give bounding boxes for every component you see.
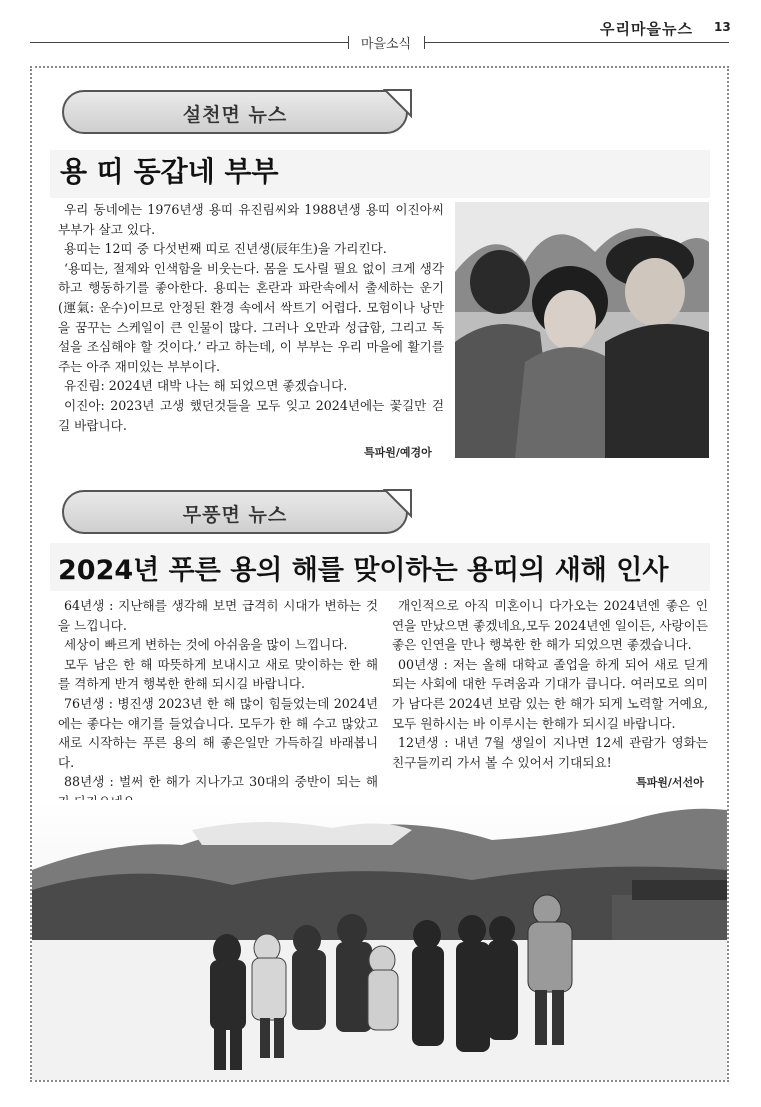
story1-paragraph: 유진림: 2024년 대박 나는 해 되었으면 좋겠습니다.: [64, 378, 348, 394]
story1-credit: 특파원/예경아: [364, 446, 432, 459]
story2-paragraph: 개인적으로 아직 미혼이니 다가오는 2024년엔 좋은 인연을 만났으면 좋겠네요,모두 2024년엔 일이든, 사랑이든 좋은 인연을 만나 행복한 한 해가 되었으면 좋겠습니다.: [392, 598, 708, 653]
tab-fold-corner-2: [383, 488, 413, 518]
group-photo: [32, 800, 727, 1080]
story1-paragraph: 우리 동네에는 1976년생 용띠 유진림씨와 1988년생 용띠 이진아씨 부부가 살고 있다.: [58, 202, 444, 237]
section-name: 마을소식: [360, 37, 412, 52]
story2-paragraph: 88년생 : 벌써 한 해가 지나가고 30대의 중반이 되는 해: [64, 774, 378, 790]
story2-paragraph: 00년생 : 저는 올해 대학교 졸업을 하게 되어 새로 딛게 되는 사회에 대한 두려움과 기대가 큽니다. 여러모로 의미가 남다른 2024년 보람 있는 한 해가 되게 노력할 거예요, 모두 원하시는 바 이루시는 한해가 되시길 바랍니다.: [392, 656, 708, 731]
section-tab-1: [62, 90, 408, 134]
story2-paragraph: 12년생 : 내년 7월 생일이 지나면 12세 관람가 영화는 친구들끼리 가서 볼 수 있어서 기대되요!: [392, 735, 708, 770]
page-number: 13: [714, 20, 731, 34]
story1-headline: 용 띠 동갑네 부부: [60, 155, 279, 188]
newsletter-brand: 우리마을뉴스: [600, 20, 693, 38]
story1-body: [58, 200, 444, 435]
couple-photo: [455, 202, 709, 458]
story2-credit: 특파원/서선아: [636, 776, 704, 789]
story2-paragraph: 세상이 빠르게 변하는 것에 아쉬움을 많이 느낍니다.: [64, 637, 348, 653]
story2-paragraph: 모두 남은 한 해 따뜻하게 보내시고 새로 맞이하는 한 해를 격하게 반겨 행복한 한해 되시길 바랍니다.: [58, 656, 378, 692]
story2-column-right: [392, 596, 708, 772]
section-tab-2: [62, 490, 408, 534]
story2-paragraph: 64년생 : 지난해를 생각해 보면 급격히 시대가 변하는 것을 느낍니다.: [58, 598, 378, 633]
section-tab-label: 무풍면 뉴스: [182, 504, 288, 526]
story1-paragraph: 이진아: 2023년 고생 했던것들을 모두 잊고 2024년에는 꽃길만 걷길 바랍니다.: [58, 397, 444, 433]
section-tab-label: 설천면 뉴스: [182, 104, 288, 126]
header-rule-right: [424, 42, 729, 43]
couple-selfie-image: [455, 202, 709, 458]
page-header: [0, 0, 761, 60]
tab-fold-corner-1: [383, 88, 413, 118]
story2-headline: 2024년 푸른 용의 해를 맞이하는 용띠의 새해 인사: [58, 555, 669, 586]
header-rule-left: [30, 42, 348, 43]
story1-paragraph: 용띠는 12띠 중 다섯번째 띠로 진년생(辰年生)을 가리킨다.: [64, 241, 387, 257]
story2-paragraph: 76년생 : 병진생 2023년 한 해 많이 힘들었는데 2024년에는 좋다는 얘기를 들었습니다. 모두가 한 해 수고 많았고 새로 시작하는 푸른 용의 해 좋은일만 가득하길 바래봅니다.: [58, 695, 378, 770]
ski-resort-group-image: [32, 800, 727, 1080]
story2-column-left: [58, 596, 378, 812]
story1-paragraph: ‘용띠는, 절제와 인색함을 비웃는다. 몸을 도사릴 필요 없이 크게 생각하고 행동하기를 좋아한다. 용띠는 혼란과 파란속에서 출세하는 운기(運氣: 운수)이므로 안정된 환경 속에서 싹트기 어렵다. 모험이나 낭만을 꿈꾸는 스케일이 큰 인물이 많다. 그러나 오만과 성급함, 그리고 독설을 조심해야 할 것이다.’ 라고 하는데, 이 부부는 우리 마을에 활기를 주는 아주 재미있는 부부이다.: [58, 260, 444, 374]
